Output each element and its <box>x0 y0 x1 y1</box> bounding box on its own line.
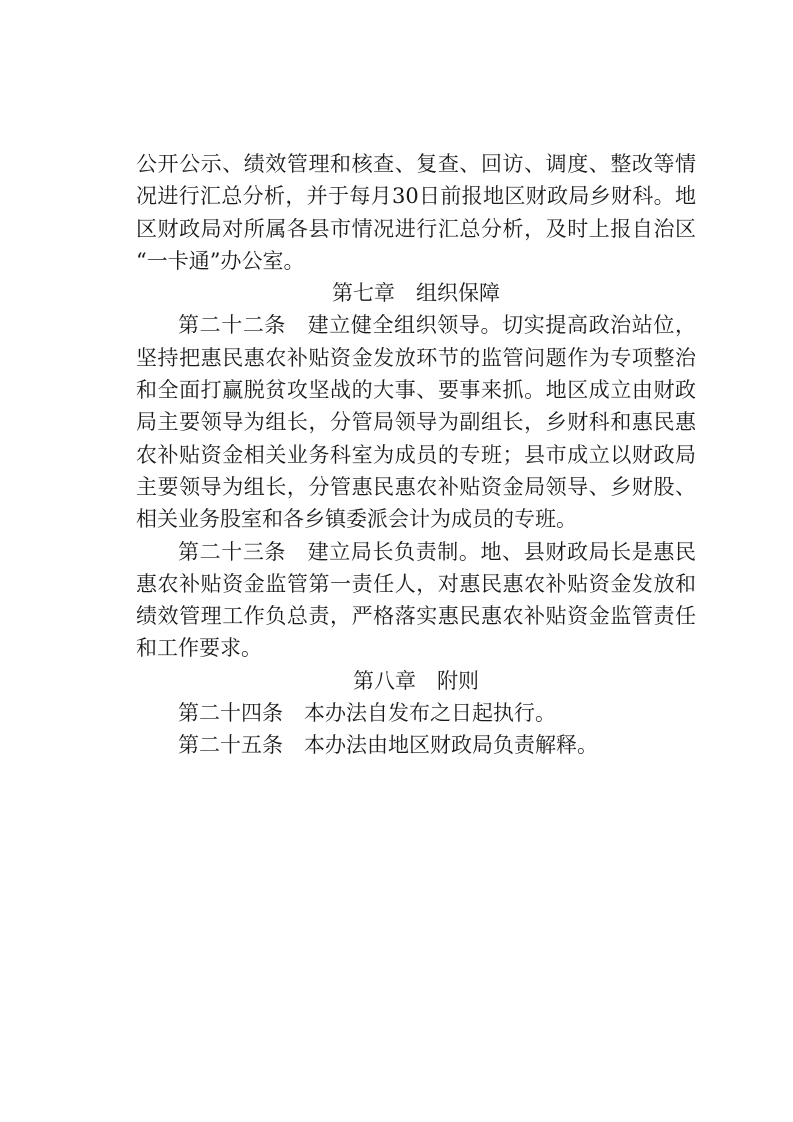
body-line: 相关业务股室和各乡镇委派会计为成员的专班。 <box>136 507 577 532</box>
article-first-line: 第二十三条 建立局长负责制。地、县财政局长是惠民 <box>178 539 696 564</box>
chapter-heading: 第八章 附则 <box>353 668 479 693</box>
body-line: 况进行汇总分析，并于每月30日前报地区财政局乡财科。地 <box>136 184 696 209</box>
body-line: 主要领导为组长，分管惠民惠农补贴资金局领导、乡财股、 <box>136 474 696 499</box>
body-line: 和全面打赢脱贫攻坚战的大事、要事来抓。地区成立由财政 <box>136 378 696 403</box>
article-line: 第二十四条 本办法自发布之日起执行。 <box>178 701 556 726</box>
body-line: 区财政局对所属各县市情况进行汇总分析，及时上报自治区 <box>136 216 696 241</box>
article-line: 第二十五条 本办法由地区财政局负责解释。 <box>178 733 598 758</box>
body-line: 坚持把惠民惠农补贴资金发放环节的监管问题作为专项整治 <box>136 345 696 370</box>
body-line: 局主要领导为组长，分管局领导为副组长，乡财科和惠民惠 <box>136 410 696 435</box>
body-line: 公开公示、绩效管理和核查、复查、回访、调度、整改等情 <box>136 152 696 176</box>
body-line: 和工作要求。 <box>136 636 262 661</box>
chapter-heading: 第七章 组织保障 <box>332 281 500 306</box>
body-line: 惠农补贴资金监管第一责任人，对惠民惠农补贴资金发放和 <box>136 571 696 596</box>
body-line: “一卡通”办公室。 <box>136 248 305 273</box>
article-first-line: 第二十二条 建立健全组织领导。切实提高政治站位， <box>178 313 696 338</box>
body-line: 农补贴资金相关业务科室为成员的专班；县市成立以财政局 <box>136 442 696 467</box>
document-body <box>136 148 696 762</box>
body-line: 绩效管理工作负总责，严格落实惠民惠农补贴资金监管责任 <box>136 604 696 629</box>
